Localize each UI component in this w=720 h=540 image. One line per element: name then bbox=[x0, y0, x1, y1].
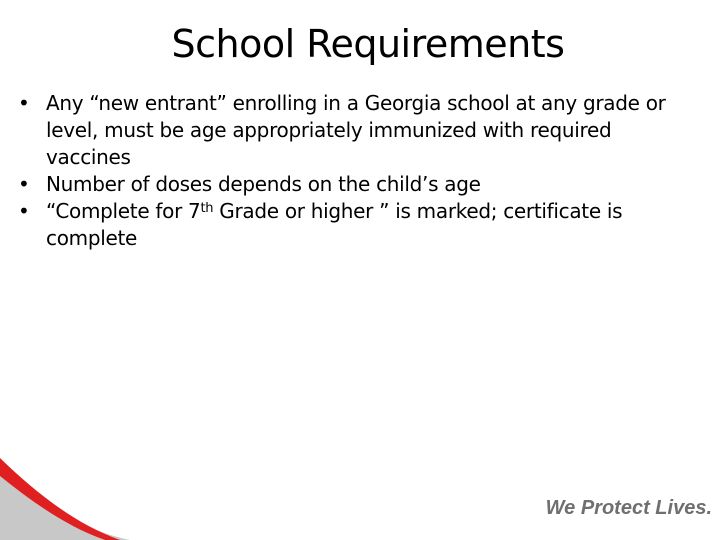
slide-title: School Requirements bbox=[171, 22, 565, 66]
ordinal-superscript: th bbox=[200, 201, 214, 216]
bullet-marker: • bbox=[18, 172, 30, 196]
bullet-list bbox=[18, 90, 698, 252]
bullet-text-end: Grade or higher ” is marked; certificate is complete bbox=[46, 199, 623, 250]
red-swoosh-decoration bbox=[0, 450, 720, 540]
bullet-marker: • bbox=[18, 199, 30, 223]
bullet-text-start: “Complete for 7 bbox=[46, 199, 201, 223]
bullet-item-new-entrant bbox=[18, 90, 698, 171]
bullet-marker: • bbox=[18, 91, 30, 115]
bullet-text: Any “new entrant” enrolling in a Georgia school at any grade or level, must be age appropriately immunized with required vaccines bbox=[46, 91, 666, 169]
bullet-item-doses bbox=[18, 171, 698, 198]
footer-tagline: We Protect Lives. bbox=[545, 497, 712, 519]
bullet-text: Number of doses depends on the child’s age bbox=[46, 172, 481, 196]
bullet-item-complete-7th-grade bbox=[18, 198, 698, 252]
